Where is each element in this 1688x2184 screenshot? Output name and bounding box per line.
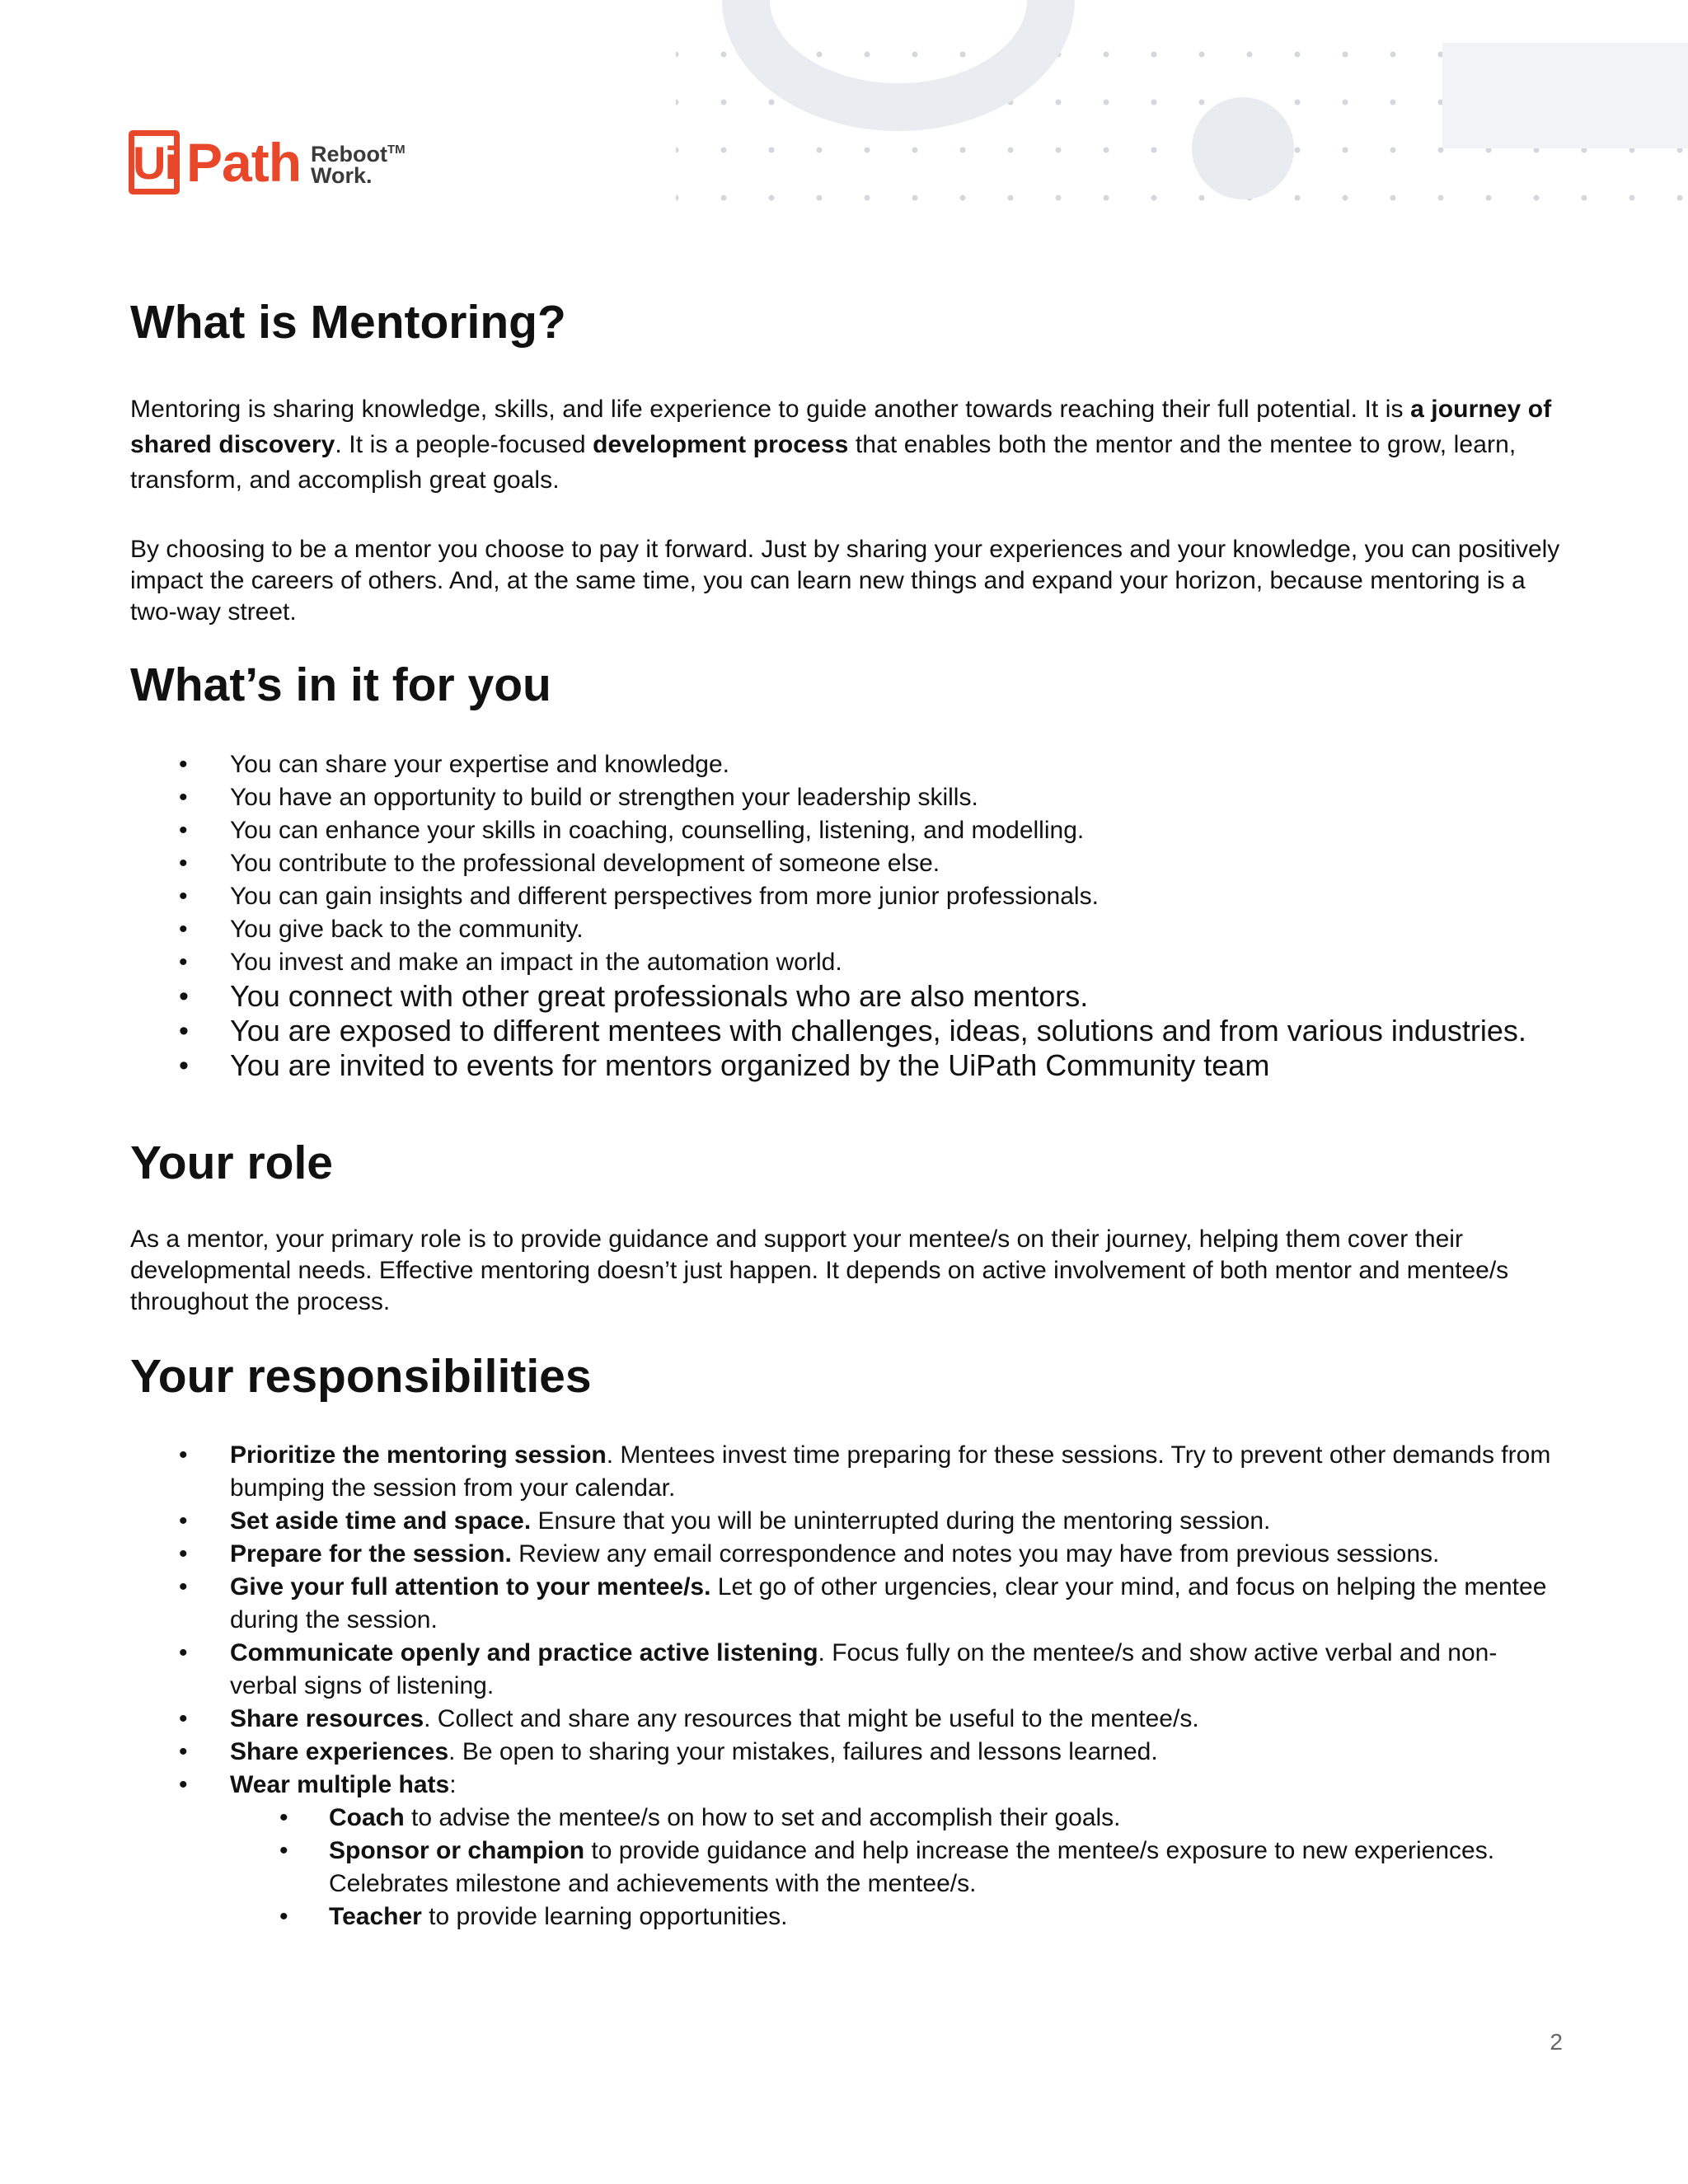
heading-your-role: Your role	[130, 1137, 333, 1190]
list-item: • Prioritize the mentoring session. Mentees invest time preparing for these sessions. Try to prevent other demands from bumping the session from your calendar.	[130, 1439, 1561, 1505]
uipath-logo	[129, 127, 406, 198]
list-item: • You can gain insights and different perspectives from more junior professionals.	[130, 880, 1561, 913]
list-item: • You give back to the community.	[130, 913, 1561, 946]
sub-list-item: • Coach to advise the mentee/s on how to set and accomplish their goals.	[130, 1802, 1561, 1835]
list-item: • You can enhance your skills in coaching, counselling, listening, and modelling.	[130, 814, 1561, 847]
list-item: • You invest and make an impact in the automation world.	[130, 946, 1561, 979]
list-item: • Prepare for the session. Review any email correspondence and notes you may have from previous sessions.	[130, 1538, 1561, 1571]
responsibilities-list	[130, 1439, 1561, 1802]
list-item: • Give your full attention to your mentee/s. Let go of other urgencies, clear your mind, and focus on helping the mentee during the session.	[130, 1571, 1561, 1637]
mentoring-paragraph-2: By choosing to be a mentor you choose to pay it forward. Just by sharing your experiences and your knowledge, you can positively impact the careers of others. And, at the same time, you can learn new things and expand your horizon, because mentoring is a two-way street.	[130, 535, 1560, 626]
list-item: • Set aside time and space. Ensure that you will be uninterrupted during the mentoring session.	[130, 1505, 1561, 1538]
list-item: • Share resources. Collect and share any resources that might be useful to the mentee/s.	[130, 1703, 1561, 1736]
list-item: • You connect with other great professionals who are also mentors.	[130, 979, 1561, 1014]
sub-list-item: • Sponsor or champion to provide guidance and help increase the mentee/s exposure to new experiences. Celebrates milestone and achievements with the mentee/s.	[130, 1835, 1561, 1900]
logo-mark: Ui	[129, 130, 180, 194]
hats-sublist	[130, 1802, 1561, 1933]
list-item: • Communicate openly and practice active listening. Focus fully on the mentee/s and show active verbal and non-verbal signs of listening.	[130, 1637, 1561, 1703]
page-number: 2	[1550, 2029, 1563, 2055]
heading-whats-in-it: What’s in it for you	[130, 658, 551, 711]
list-item: • You have an opportunity to build or strengthen your leadership skills.	[130, 781, 1561, 814]
list-item: • Share experiences. Be open to sharing your mistakes, failures and lessons learned.	[130, 1736, 1561, 1769]
list-item: • You can share your expertise and knowledge.	[130, 748, 1561, 781]
logo-wordmark: Path	[186, 132, 302, 193]
list-item: • Wear multiple hats:	[130, 1769, 1561, 1802]
list-item: • You contribute to the professional development of someone else.	[130, 847, 1561, 880]
list-item: • You are invited to events for mentors organized by the UiPath Community team	[130, 1048, 1561, 1083]
list-item: • You are exposed to different mentees with challenges, ideas, solutions and from various industries.	[130, 1014, 1561, 1048]
page-content	[130, 297, 1561, 1933]
heading-your-responsibilities: Your responsibilities	[130, 1350, 592, 1404]
mentoring-paragraph-1: Mentoring is sharing knowledge, skills, and life experience to guide another towards reaching their full potential. It is a journey of shared discovery. It is a people-focused development process that enables both the mentor and the mentee to grow, learn, transform, and accomplish great goals.	[130, 395, 1552, 494]
sub-list-item: • Teacher to provide learning opportunities.	[130, 1900, 1561, 1933]
role-paragraph: As a mentor, your primary role is to provide guidance and support your mentee/s on their journey, helping them cover their developmental needs. Effective mentoring doesn’t just happen. It depends on active involvement of both mentor and mentee/s throughout the process.	[130, 1226, 1509, 1316]
benefits-list	[130, 748, 1561, 1083]
heading-what-is-mentoring: What is Mentoring?	[130, 296, 566, 349]
logo-tagline: Reboot™ Work.	[311, 141, 406, 188]
